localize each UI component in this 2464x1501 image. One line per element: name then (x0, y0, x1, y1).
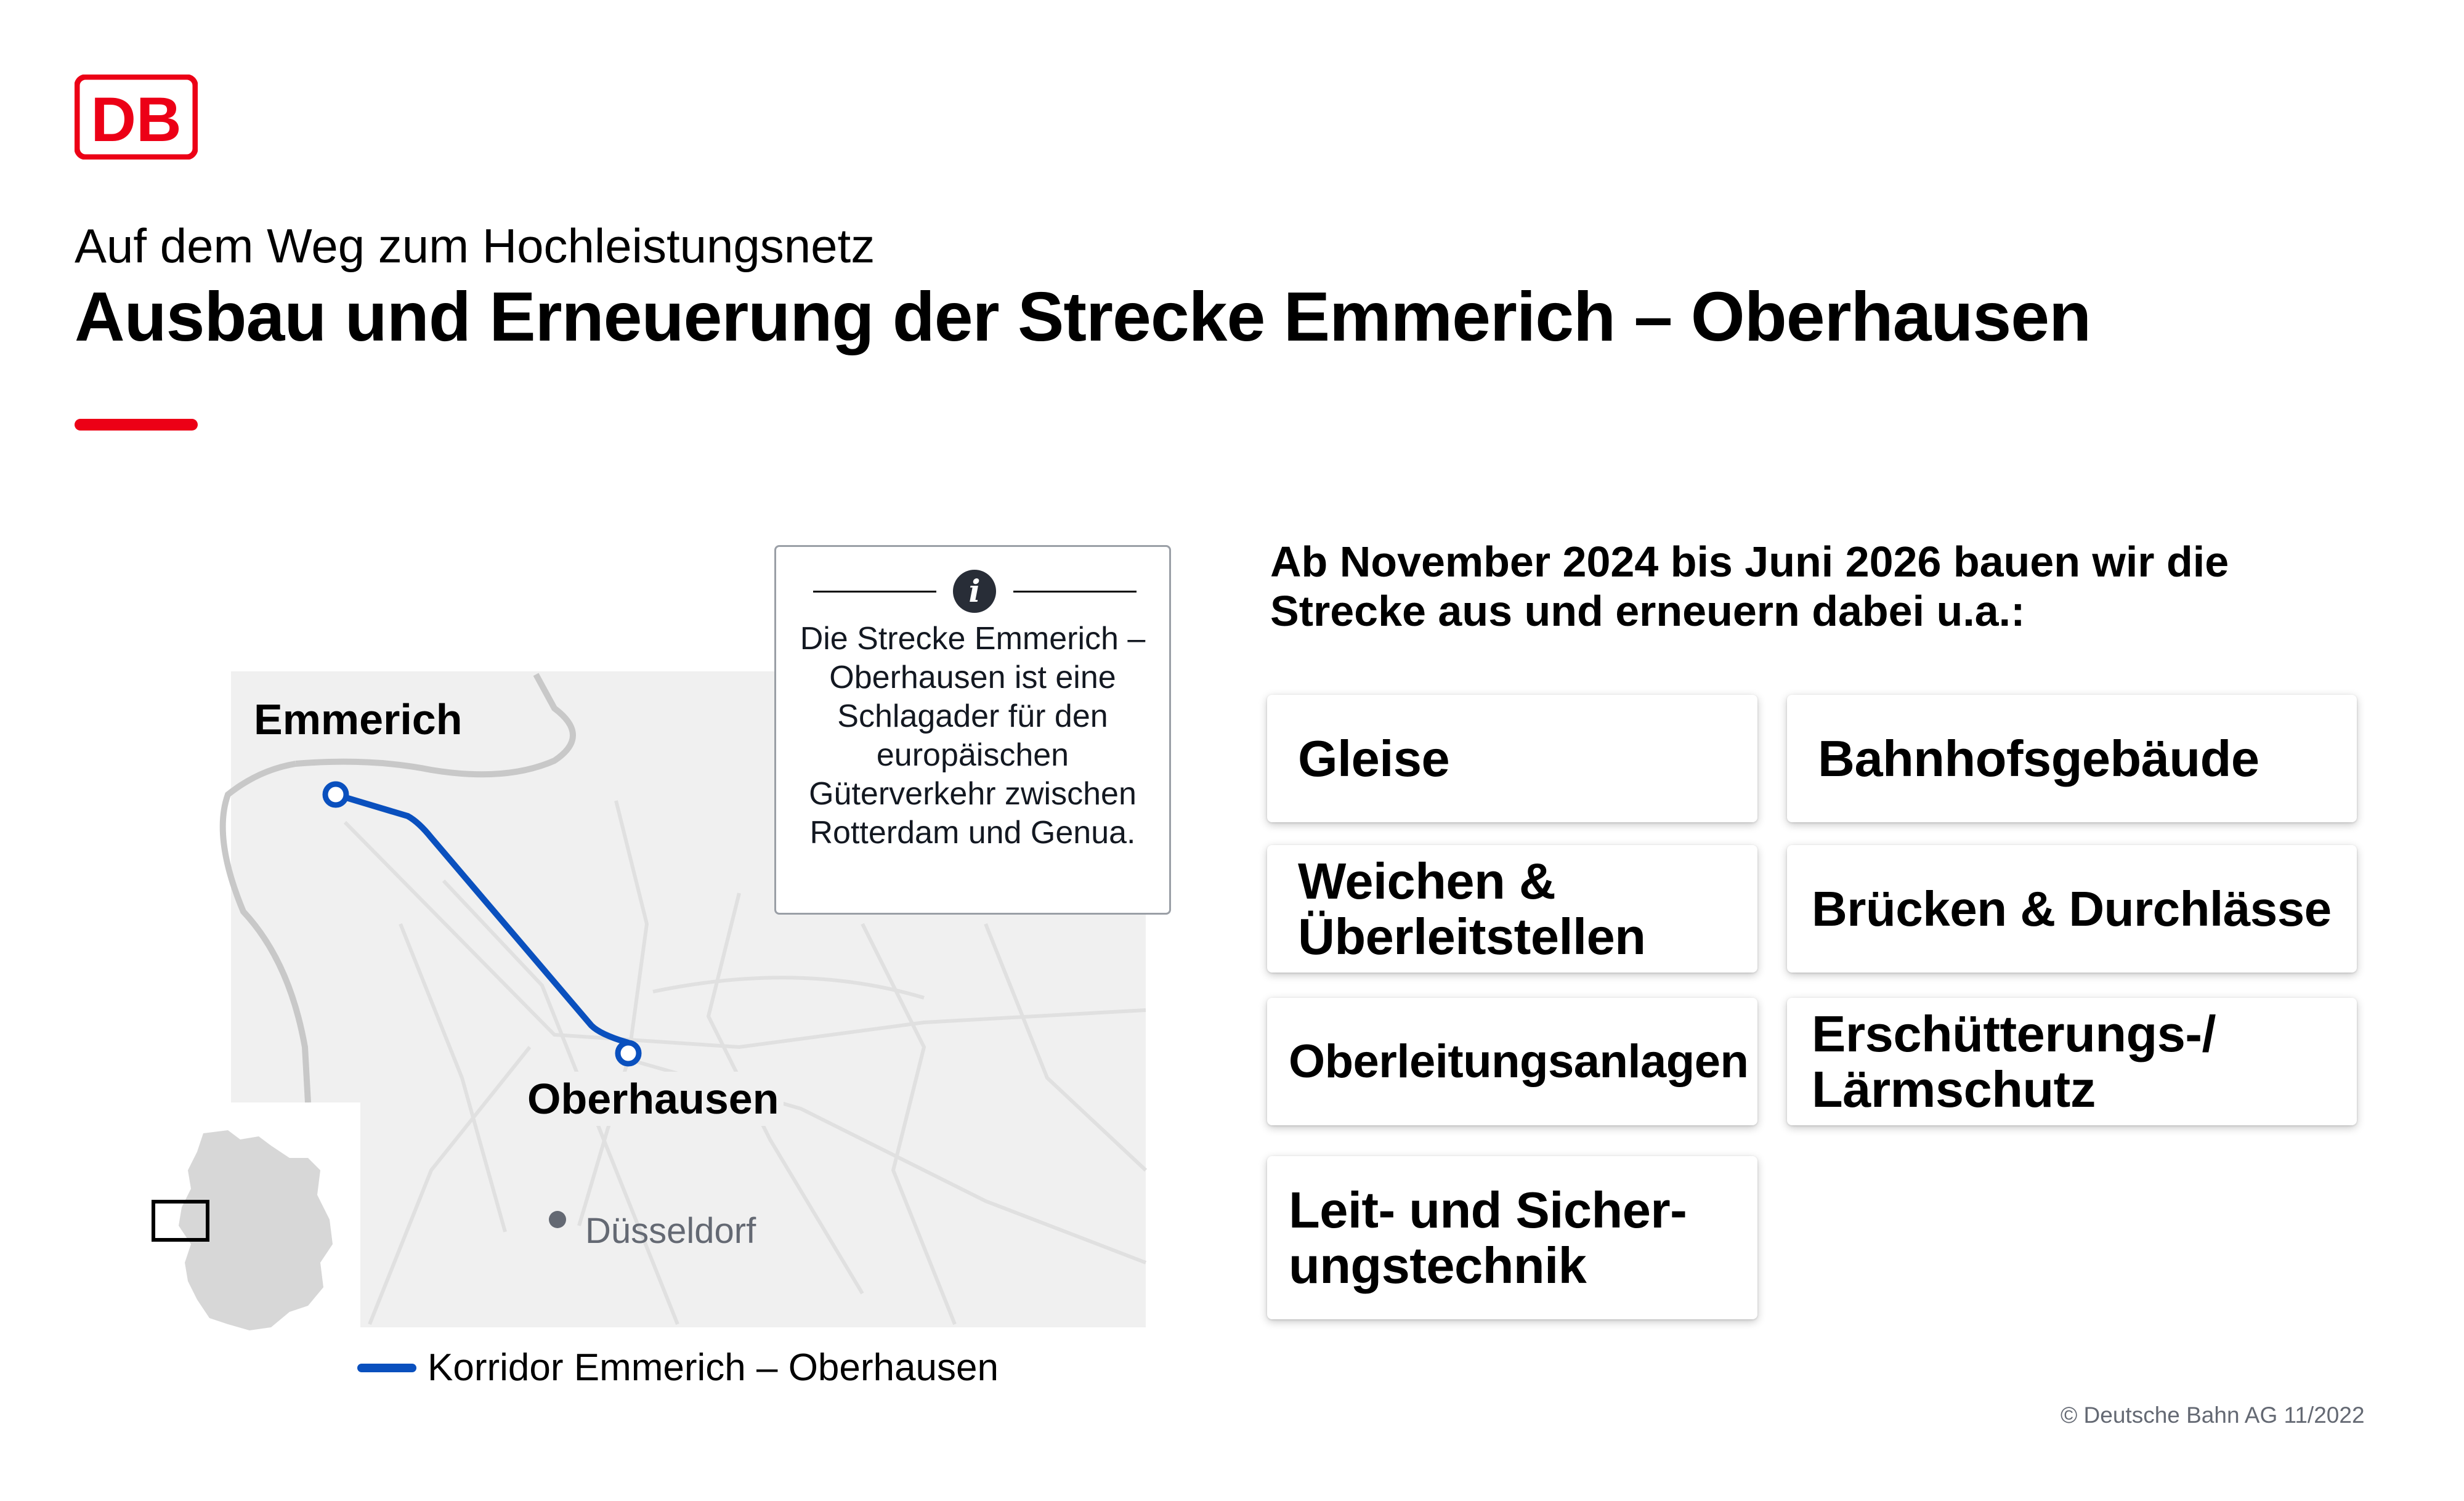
page-subtitle: Auf dem Weg zum Hochleistungsnetz (75, 219, 875, 273)
measure-label: Gleise (1298, 729, 1450, 787)
info-divider-right (1013, 591, 1137, 593)
page-title: Ausbau und Erneuerung der Strecke Emmerich – Oberhausen (75, 278, 2091, 355)
city-label-oberhausen: Oberhausen (522, 1072, 784, 1126)
measure-card-bahnhofsgebaeude (1787, 695, 2357, 822)
measure-label: Brücken & Durchlässe (1812, 881, 2332, 936)
measure-card-gleise (1267, 695, 1757, 822)
measures-intro: Ab November 2024 bis Juni 2026 bauen wir die Strecke aus und erneuern dabei u.a.: (1270, 538, 2229, 635)
db-logo (75, 75, 198, 160)
measure-label: Bahnhofsgebäude (1818, 729, 2259, 787)
oberhausen-station-marker (618, 1043, 639, 1064)
legend-route-swatch (357, 1364, 416, 1372)
measure-label: Leit- und Sicher- ungstechnik (1289, 1181, 1687, 1294)
db-logo-text: DB (91, 84, 182, 155)
measure-label: Oberleitungsanlagen (1289, 1035, 1749, 1088)
germany-shape (179, 1130, 333, 1330)
info-box (774, 545, 1171, 915)
city-label-emmerich: Emmerich (254, 695, 463, 743)
measure-card-oberleitungsanlagen (1267, 998, 1757, 1125)
info-icon: i (953, 570, 996, 613)
legend-label: Korridor Emmerich – Oberhausen (428, 1346, 999, 1389)
measure-label: Erschütterungs-/ Lärmschutz (1812, 1005, 2216, 1118)
title-accent-bar (75, 419, 198, 431)
emmerich-station-marker (325, 784, 346, 805)
measure-card-laermschutz (1787, 998, 2357, 1125)
measure-card-bruecken (1787, 845, 2357, 973)
duesseldorf-city-marker (549, 1211, 566, 1228)
measure-card-leit-sicherungstechnik (1267, 1156, 1757, 1319)
measure-card-weichen (1267, 845, 1757, 973)
copyright-notice: © Deutsche Bahn AG 11/2022 (2061, 1402, 2365, 1428)
info-divider-left (813, 591, 936, 593)
info-text: Die Strecke Emmerich – Oberhausen ist eine Schlagader für den europäischen Güterverkehr zwischen Rotterdam und Genua. (800, 621, 1146, 851)
city-label-duesseldorf: Düsseldorf (585, 1211, 756, 1251)
measure-label: Weichen & Überleitstellen (1298, 852, 1646, 965)
